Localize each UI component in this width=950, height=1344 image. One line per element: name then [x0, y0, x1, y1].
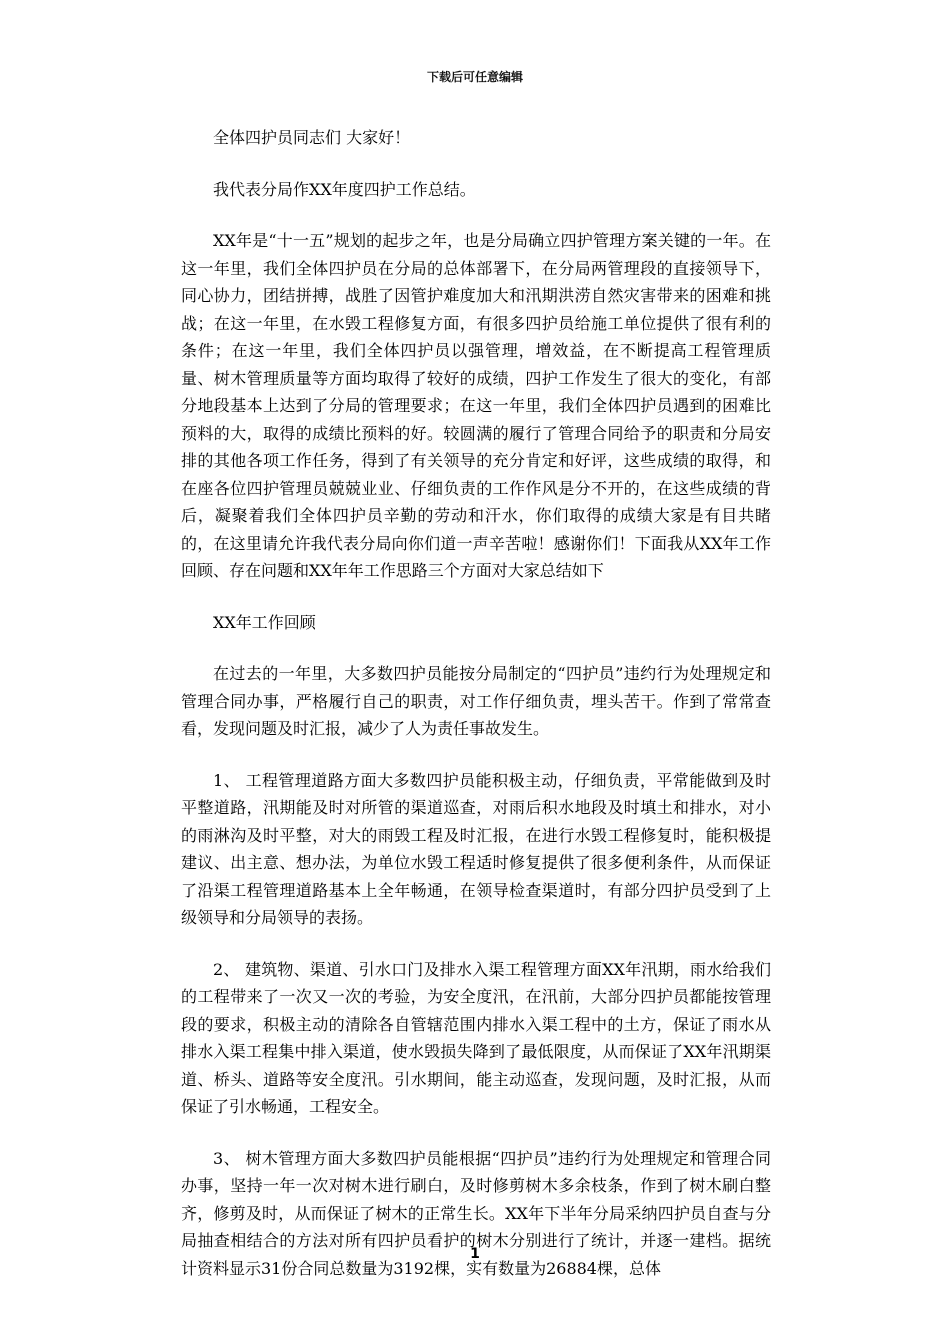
summary-paragraph: XX年是“十一五”规划的起步之年，也是分局确立四护管理方案关键的一年。在这一年里，我们全体四护员在分局的总体部署下，在分局两管理段的直接领导下，同心协力，团结拼搏，战胜了因管护难度加大和汛期洪涝自然灾害带来的困难和挑战；在这一年里，在水毁工程修复方面，有很多四护员给施工单位提供了很有利的条件；在这一年里，我们全体四护员以强管理，增效益，在不断提高工程管理质量、树木管理质量等方面均取得了较好的成绩，四护工作发生了很大的变化，有部分地段基本上达到了分局的管理要求；在这一年里，我们全体四护员遇到的困难比预料的大，取得的成绩比预料的好。较圆满的履行了管理合同给予的职责和分局安排的其他各项工作任务，得到了有关领导的充分肯定和好评，这些成绩的取得，和在座各位四护管理员兢兢业业、仔细负责的工作作风是分不开的，在这些成绩的背后，凝聚着我们全体四护员辛勤的劳动和汗水，你们取得的成绩大家是有目共睹的，在这里请允许我代表分局向你们道一声辛苦啦！感谢你们！下面我从XX年工作回顾、存在问题和XX年年工作思路三个方面对大家总结如下: [181, 231, 771, 580]
section-heading: XX年工作回顾: [213, 612, 316, 632]
item-3-paragraph: 3、 树木管理方面大多数四护员能根据“四护员”违约行为处理规定和管理合同办事，坚持一年一次对树木进行刷白，及时修剪树木多余枝条，作到了树木刷白整齐，修剪及时，从而保证了树木的正常生长。XX年下半年分局采纳四护员自查与分局抽查相结合的方法对所有四护员看护的树木分别进行了统计，并逐一建档。据统计资料显示31份合同总数量为3192棵，实有数量为26884棵，总体: [181, 1148, 771, 1278]
item-2-paragraph: 2、 建筑物、渠道、引水口门及排水入渠工程管理方面XX年汛期，雨水给我们的工程带来了一次又一次的考验，为安全度汛，在汛前，大部分四护员都能按管理段的要求，积极主动的清除各自管辖范围内排水入渠工程中的土方，保证了雨水从排水入渠工程集中排入渠道，使水毁损失降到了最低限度，从而保证了XX年汛期渠道、桥头、道路等安全度汛。引水期间，能主动巡查，发现问题，及时汇报，从而保证了引水畅通，工程安全。: [181, 959, 771, 1116]
intro-paragraph: 我代表分局作XX年度四护工作总结。: [213, 179, 476, 199]
document-body: [181, 124, 771, 1306]
greeting-paragraph: 全体四护员同志们 大家好！: [213, 128, 411, 147]
page-number: 1: [470, 1246, 480, 1262]
item-1-paragraph: 1、 工程管理道路方面大多数四护员能积极主动，仔细负责，平常能做到及时平整道路，汛期能及时对所管的渠道巡查，对雨后积水地段及时填土和排水，对小的雨淋沟及时平整，对大的雨毁工程及时汇报，在进行水毁工程修复时，能积极提建议、出主意、想办法，为单位水毁工程适时修复提供了很多便利条件，从而保证了沿渠工程管理道路基本上全年畅通，在领导检查渠道时，有部分四护员受到了上级领导和分局领导的表扬。: [181, 770, 771, 927]
review-paragraph: 在过去的一年里，大多数四护员能按分局制定的“四护员”违约行为处理规定和管理合同办事，严格履行自己的职责，对工作仔细负责，埋头苦干。作到了常常查看，发现问题及时汇报，减少了人为责任事故发生。: [181, 664, 771, 738]
page-header: 下载后可任意编辑: [426, 70, 523, 84]
